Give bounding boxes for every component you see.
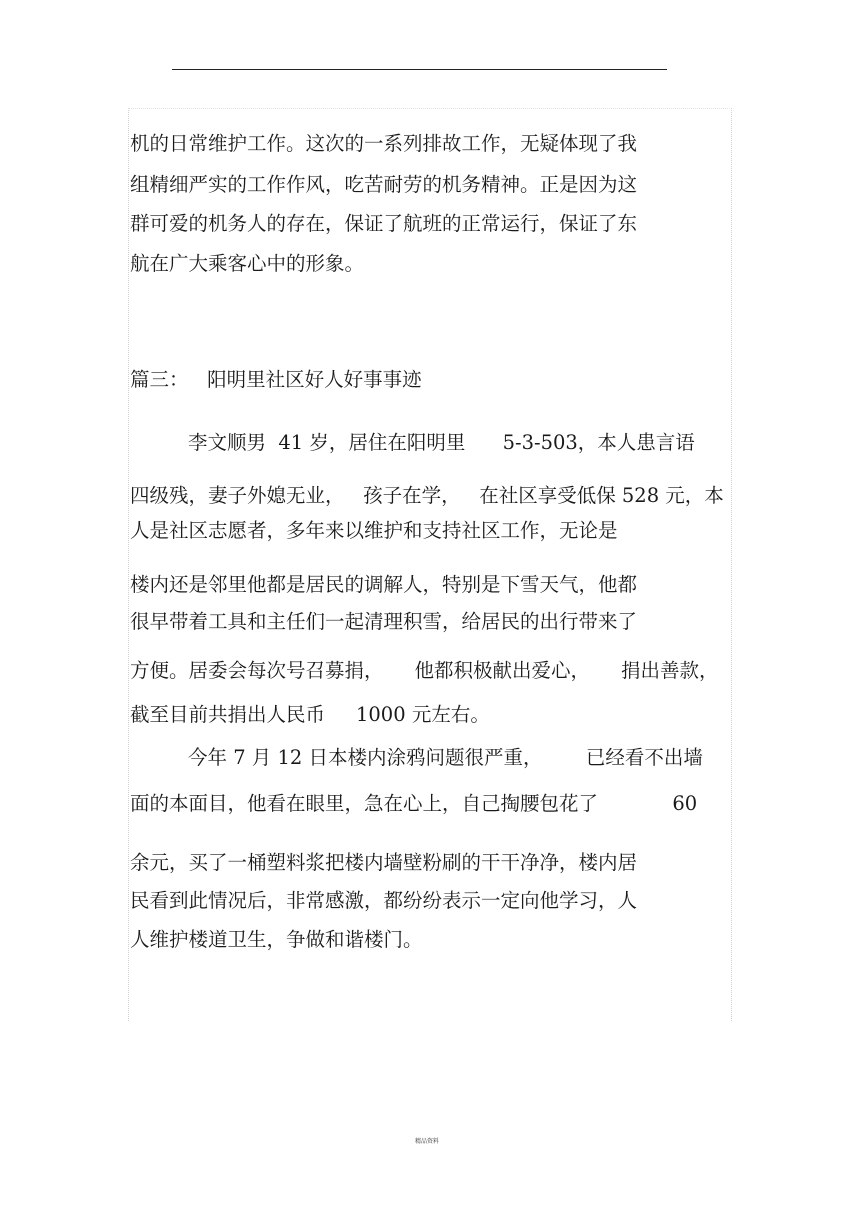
body-line: 余元，买了一桶塑料浆把楼内墙壁粉刷的干干净净，楼内居 xyxy=(130,851,638,874)
body-line: 四级残，妻子外媳无业， 孩子在学， 在社区享受低保 528 元，本 xyxy=(130,484,724,507)
body-line: 机的日常维护工作。这次的一系列排故工作，无疑体现了我 xyxy=(130,132,638,155)
body-line: 方便。居委会每次号召募捐， 他都积极献出爱心， 捐出善款， xyxy=(130,659,719,682)
body-line: 人是社区志愿者，多年来以维护和支持社区工作，无论是 xyxy=(130,519,618,542)
section-heading: 篇三： 阳明里社区好人好事事迹 xyxy=(130,368,422,391)
body-line: 今年 7 月 12 日本楼内涂鸦问题很严重， 已经看不出墙 xyxy=(188,746,703,769)
body-line: 群可爱的机务人的存在，保证了航班的正常运行，保证了东 xyxy=(130,212,638,235)
body-line: 航在广大乘客心中的形象。 xyxy=(130,252,365,275)
body-line: 截至目前共捐出人民币 1000 元左右。 xyxy=(130,703,490,726)
body-line: 民看到此情况后，非常感激，都纷纷表示一定向他学习，人 xyxy=(130,889,638,912)
body-line: 人维护楼道卫生，争做和谐楼门。 xyxy=(130,928,423,951)
body-line: 楼内还是邻里他都是居民的调解人，特别是下雪天气，他都 xyxy=(130,573,638,596)
body-line: 组精细严实的工作作风，吃苦耐劳的机务精神。正是因为这 xyxy=(130,173,638,196)
body-line: 李文顺男 41 岁，居住在阳明里 5-3-503，本人患言语 xyxy=(188,431,695,454)
body-line: 面的本面目，他看在眼里，急在心上，自己掏腰包花了 60 xyxy=(130,792,698,815)
page-frame xyxy=(128,108,732,1021)
body-line: 很早带着工具和主任们一起清理积雪，给居民的出行带来了 xyxy=(130,610,638,633)
header-rule xyxy=(172,69,667,70)
footer-mark: 精品资料 xyxy=(415,1138,440,1145)
